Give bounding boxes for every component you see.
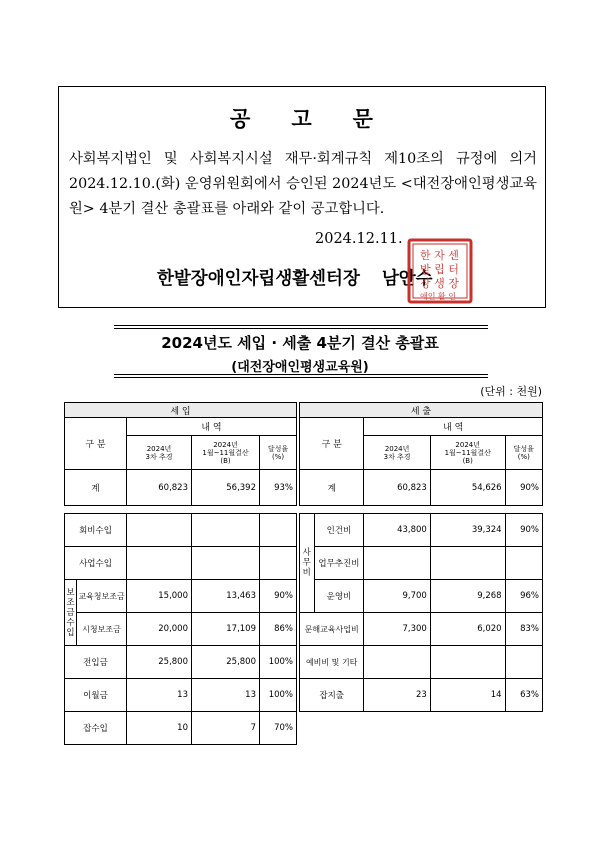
cell-budget: 25,800 bbox=[127, 646, 192, 679]
cell-budget bbox=[127, 514, 192, 547]
cell-budget: 20,000 bbox=[127, 613, 192, 646]
table-row bbox=[300, 646, 543, 679]
table-row bbox=[65, 514, 297, 547]
cell-rate: 90% bbox=[505, 470, 542, 506]
divider bbox=[114, 328, 488, 329]
notice-date: 2024.12.11. bbox=[315, 231, 403, 247]
cell-actual bbox=[192, 514, 260, 547]
notice-box bbox=[58, 86, 546, 308]
revenue-col-budget: 2024년 3차 추경 bbox=[127, 436, 192, 470]
row-label: 계 bbox=[300, 470, 364, 506]
cell-budget bbox=[127, 547, 192, 580]
cell-budget: 43,800 bbox=[364, 514, 430, 547]
table-row bbox=[65, 580, 297, 613]
cell-budget bbox=[364, 547, 430, 580]
notice-title-char: 고 bbox=[291, 107, 313, 131]
cell-actual: 6,020 bbox=[430, 613, 505, 646]
cell-rate: 90% bbox=[505, 514, 542, 547]
unit-label: (단위 : 천원) bbox=[480, 385, 542, 398]
cell-actual: 54,626 bbox=[430, 470, 505, 506]
row-label: 업무추진비 bbox=[314, 547, 364, 580]
expense-naeyeok-header: 내 역 bbox=[364, 418, 543, 436]
row-label: 이월금 bbox=[65, 679, 127, 712]
divider bbox=[114, 377, 488, 378]
cell-actual bbox=[430, 547, 505, 580]
cell-rate: 96% bbox=[505, 580, 542, 613]
cell-actual: 13,463 bbox=[192, 580, 260, 613]
cell-budget: 7,300 bbox=[364, 613, 430, 646]
cell-actual: 17,109 bbox=[192, 613, 260, 646]
cell-rate bbox=[260, 514, 297, 547]
cell-budget: 60,823 bbox=[364, 470, 430, 506]
table-row bbox=[300, 547, 543, 580]
cell-rate bbox=[260, 547, 297, 580]
cell-actual: 39,324 bbox=[430, 514, 505, 547]
cell-rate: 100% bbox=[260, 646, 297, 679]
cell-rate bbox=[505, 547, 542, 580]
cell-rate: 86% bbox=[260, 613, 297, 646]
cell-rate bbox=[505, 646, 542, 679]
svg-text:한 자 센: 한 자 센 bbox=[420, 249, 459, 262]
expense-group-label: 사 무 비 bbox=[300, 514, 315, 613]
row-label: 잡수입 bbox=[65, 712, 127, 745]
table-row bbox=[65, 613, 297, 646]
svg-text:애인 활 인: 애인 활 인 bbox=[420, 292, 456, 301]
svg-text:밭 립 터: 밭 립 터 bbox=[420, 263, 459, 276]
cell-actual: 9,268 bbox=[430, 580, 505, 613]
row-label: 운영비 bbox=[314, 580, 364, 613]
summary-title: 2024년도 세입 · 세출 4분기 결산 총괄표 bbox=[161, 334, 439, 352]
row-label: 문해교육사업비 bbox=[300, 613, 364, 646]
table-row bbox=[300, 514, 543, 547]
expense-section-header: 세 출 bbox=[300, 403, 543, 418]
row-label: 시청보조금 bbox=[77, 613, 127, 646]
cell-rate: 63% bbox=[505, 679, 542, 712]
cell-actual bbox=[430, 646, 505, 679]
cell-budget: 13 bbox=[127, 679, 192, 712]
revenue-table bbox=[64, 402, 297, 745]
official-seal-icon bbox=[406, 237, 474, 305]
row-label: 전입금 bbox=[65, 646, 127, 679]
notice-title-char: 문 bbox=[352, 107, 374, 131]
cell-actual: 25,800 bbox=[192, 646, 260, 679]
summary-subtitle: (대전장애인평생교육원) bbox=[231, 360, 369, 375]
signer-name: 남안수 bbox=[381, 269, 433, 289]
cell-budget bbox=[364, 646, 430, 679]
revenue-col-actual: 2024년 1월~11월결산 (B) bbox=[192, 436, 260, 470]
cell-rate: 93% bbox=[260, 470, 297, 506]
cell-rate: 70% bbox=[260, 712, 297, 745]
cell-rate: 83% bbox=[505, 613, 542, 646]
row-label: 회비수입 bbox=[65, 514, 127, 547]
expense-col-rate: 달성율 (%) bbox=[505, 436, 542, 470]
cell-actual: 14 bbox=[430, 679, 505, 712]
cell-budget: 60,823 bbox=[127, 470, 192, 506]
revenue-section-header: 세 입 bbox=[65, 403, 297, 418]
cell-actual: 13 bbox=[192, 679, 260, 712]
row-label: 계 bbox=[65, 470, 127, 506]
table-row bbox=[65, 679, 297, 712]
signer-org: 한밭장애인자립생활센터장 bbox=[157, 269, 360, 289]
expense-table bbox=[299, 402, 543, 712]
expense-col-budget: 2024년 3차 추경 bbox=[364, 436, 430, 470]
expense-col-actual: 2024년 1월~11월결산 (B) bbox=[430, 436, 505, 470]
table-row bbox=[65, 646, 297, 679]
notice-signer bbox=[157, 265, 433, 290]
table-row bbox=[300, 580, 543, 613]
divider bbox=[114, 374, 488, 375]
cell-actual: 56,392 bbox=[192, 470, 260, 506]
cell-budget: 10 bbox=[127, 712, 192, 745]
table-row bbox=[65, 712, 297, 745]
table-row bbox=[65, 470, 297, 506]
revenue-col-rate: 달성율 (%) bbox=[260, 436, 297, 470]
cell-actual: 7 bbox=[192, 712, 260, 745]
revenue-group-label: 보 조 금 수 입 bbox=[65, 580, 77, 646]
table-row bbox=[300, 679, 543, 712]
notice-body: 사회복지법인 및 사회복지시설 재무·회계규칙 제10조의 규정에 의거 2024.12.10.(화) 운영위원회에서 승인된 2024년도 <대전장애인평생교육원> 4분기 결산 총괄표를 아래와 같이 공고합니다. bbox=[69, 151, 537, 217]
table-row bbox=[300, 613, 543, 646]
cell-rate: 100% bbox=[260, 679, 297, 712]
notice-title bbox=[59, 103, 545, 133]
cell-budget: 23 bbox=[364, 679, 430, 712]
revenue-gubun-header: 구 분 bbox=[65, 418, 127, 470]
row-label: 예비비 및 기타 bbox=[300, 646, 364, 679]
expense-gubun-header: 구 분 bbox=[300, 418, 364, 470]
cell-rate: 90% bbox=[260, 580, 297, 613]
revenue-naeyeok-header: 내 역 bbox=[127, 418, 297, 436]
row-label: 사업수입 bbox=[65, 547, 127, 580]
table-row bbox=[65, 547, 297, 580]
svg-text:장 생 장: 장 생 장 bbox=[420, 277, 459, 290]
row-label: 잡지출 bbox=[300, 679, 364, 712]
notice-title-char: 공 bbox=[230, 107, 252, 131]
table-row bbox=[300, 470, 543, 506]
divider bbox=[114, 325, 488, 326]
row-label: 교육청보조금 bbox=[77, 580, 127, 613]
cell-budget: 9,700 bbox=[364, 580, 430, 613]
row-label: 인건비 bbox=[314, 514, 364, 547]
cell-budget: 15,000 bbox=[127, 580, 192, 613]
cell-actual bbox=[192, 547, 260, 580]
